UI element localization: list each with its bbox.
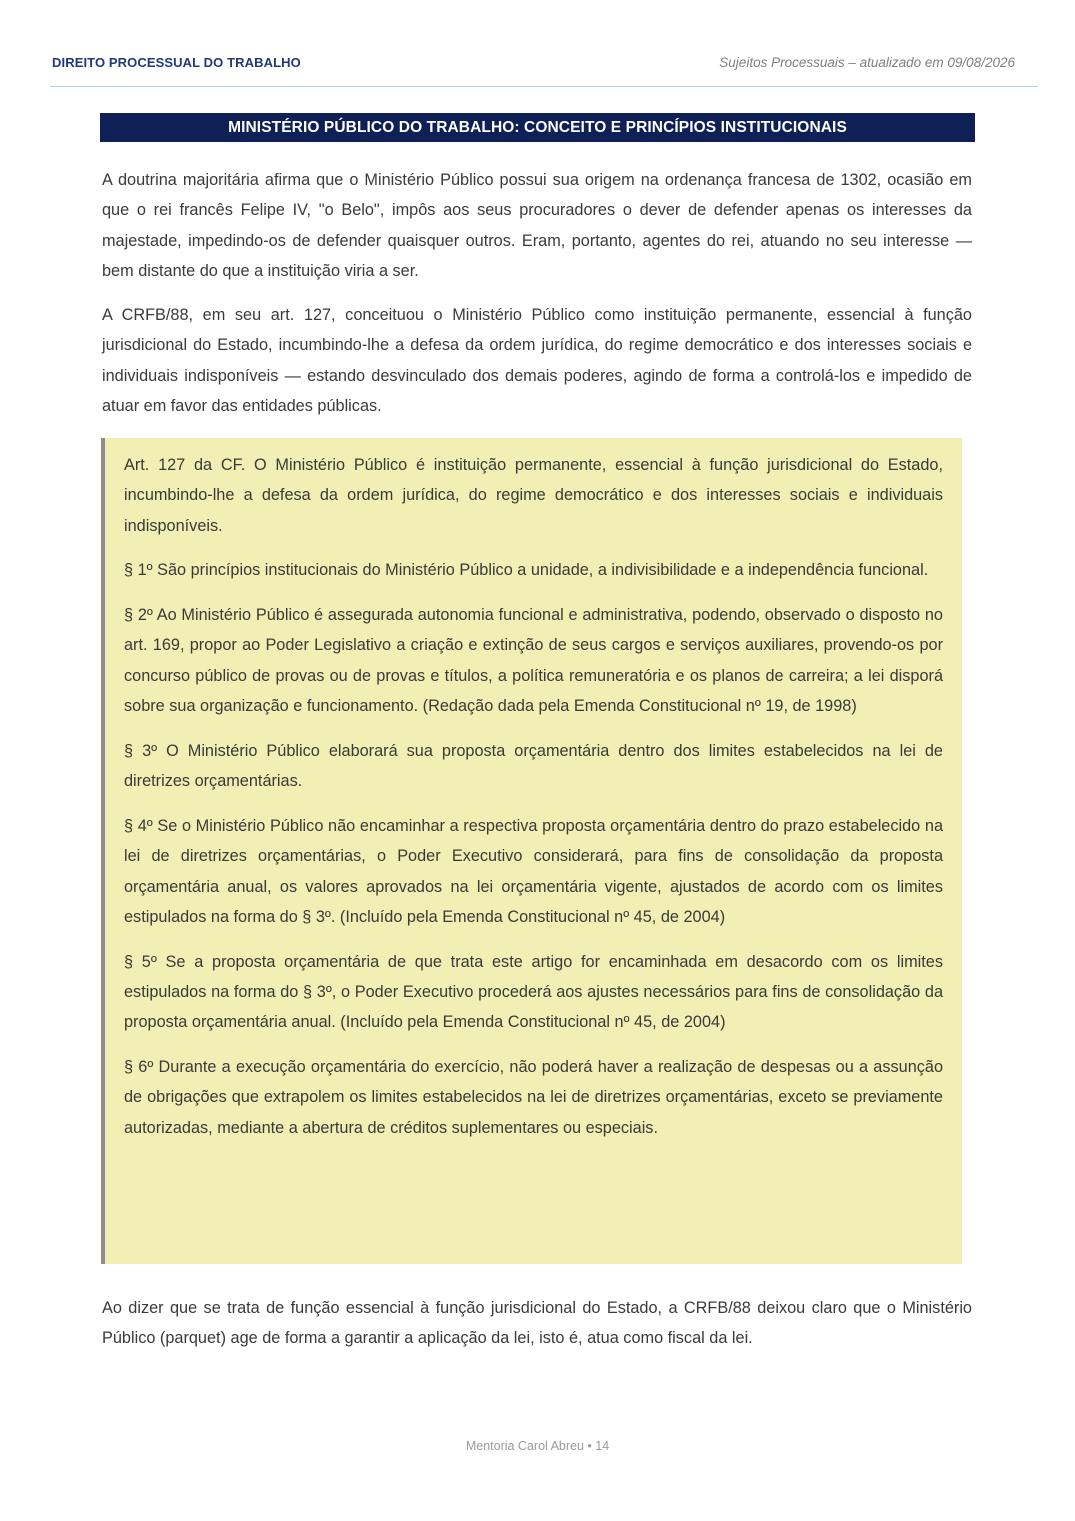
legal-quote-box <box>101 438 962 1264</box>
section-title: MINISTÉRIO PÚBLICO DO TRABALHO: CONCEITO E PRINCÍPIOS INSTITUCIONAIS <box>100 113 975 142</box>
header-subject: DIREITO PROCESSUAL DO TRABALHO <box>52 55 301 70</box>
header-topic-date: Sujeitos Processuais – atualizado em 09/08/2026 <box>719 55 1015 70</box>
quote-paragraph-5: § 5º Se a proposta orçamentária de que trata este artigo for encaminhada em desacordo com os limites estipulados na forma do § 3º, o Poder Executivo procederá aos ajustes necessários para fins de consolidação da proposta orçamentária anual. (Incluído pela Emenda Constitucional nº 45, de 2004) <box>124 952 943 1032</box>
page-footer: Mentoria Carol Abreu • 14 <box>465 1439 610 1453</box>
paragraph-fiscal-da-lei: Ao dizer que se trata de função essencial à função jurisdicional do Estado, a CRFB/88 deixou claro que o Ministério Público (parquet) age de forma a garantir a aplicação da lei, isto é, atua como fiscal da lei. <box>102 1299 972 1348</box>
quote-paragraph-3: § 3º O Ministério Público elaborará sua proposta orçamentária dentro dos limites estabelecidos na lei de diretrizes orçamentárias. <box>124 741 943 791</box>
paragraph-origin: A doutrina majoritária afirma que o Ministério Público possui sua origem na ordenança francesa de 1302, ocasião em que o rei francês Felipe IV, "o Belo", impôs aos seus procuradores o dever de defender apenas os interesses da majestade, impedindo-os de defender quaisquer outros. Eram, portanto, agentes do rei, atuando no seu interesse — bem distante do que a instituição viria a ser. <box>102 171 972 280</box>
quote-paragraph-6: § 6º Durante a execução orçamentária do exercício, não poderá haver a realização de despesas ou a assunção de obrigações que extrapolem os limites estabelecidos na lei de diretrizes orçamentárias, exceto se previamente autorizadas, mediante a abertura de créditos suplementares ou especiais. <box>124 1058 943 1137</box>
quote-art-127: Art. 127 da CF. O Ministério Público é instituição permanente, essencial à função jurisdicional do Estado, incumbindo-lhe a defesa da ordem jurídica, do regime democrático e dos interesses sociais e individuais indisponíveis. <box>124 456 943 535</box>
quote-paragraph-4: § 4º Se o Ministério Público não encaminhar a respectiva proposta orçamentária dentro do prazo estabelecido na lei de diretrizes orçamentárias, o Poder Executivo considerará, para fins de consolidação da proposta orçamentária anual, os valores aprovados na lei orçamentária vigente, ajustados de acordo com os limites estipulados na forma do § 3º. (Incluído pela Emenda Constitucional nº 45, de 2004) <box>124 816 943 926</box>
paragraph-crfb: A CRFB/88, em seu art. 127, conceituou o Ministério Público como instituição permanente, essencial à função jurisdicional do Estado, incumbindo-lhe a defesa da ordem jurídica, do regime democrático e dos interesses sociais e individuais indisponíveis — estando desvinculado dos demais poderes, agindo de forma a controlá-los e impedido de atuar em favor das entidades públicas. <box>102 306 972 415</box>
header-divider <box>50 86 1038 87</box>
quote-paragraph-2: § 2º Ao Ministério Público é assegurada autonomia funcional e administrativa, podendo, observado o disposto no art. 169, propor ao Poder Legislativo a criação e extinção de seus cargos e serviços auxiliares, provendo-os por concurso público de provas ou de provas e títulos, a política remuneratória e os planos de carreira; a lei disporá sobre sua organização e funcionamento. (Redação dada pela Emenda Constitucional nº 19, de 1998) <box>124 606 943 716</box>
page-header <box>50 52 1015 76</box>
quote-paragraph-1: § 1º São princípios institucionais do Ministério Público a unidade, a indivisibilidade e a independência funcional. <box>124 561 929 580</box>
